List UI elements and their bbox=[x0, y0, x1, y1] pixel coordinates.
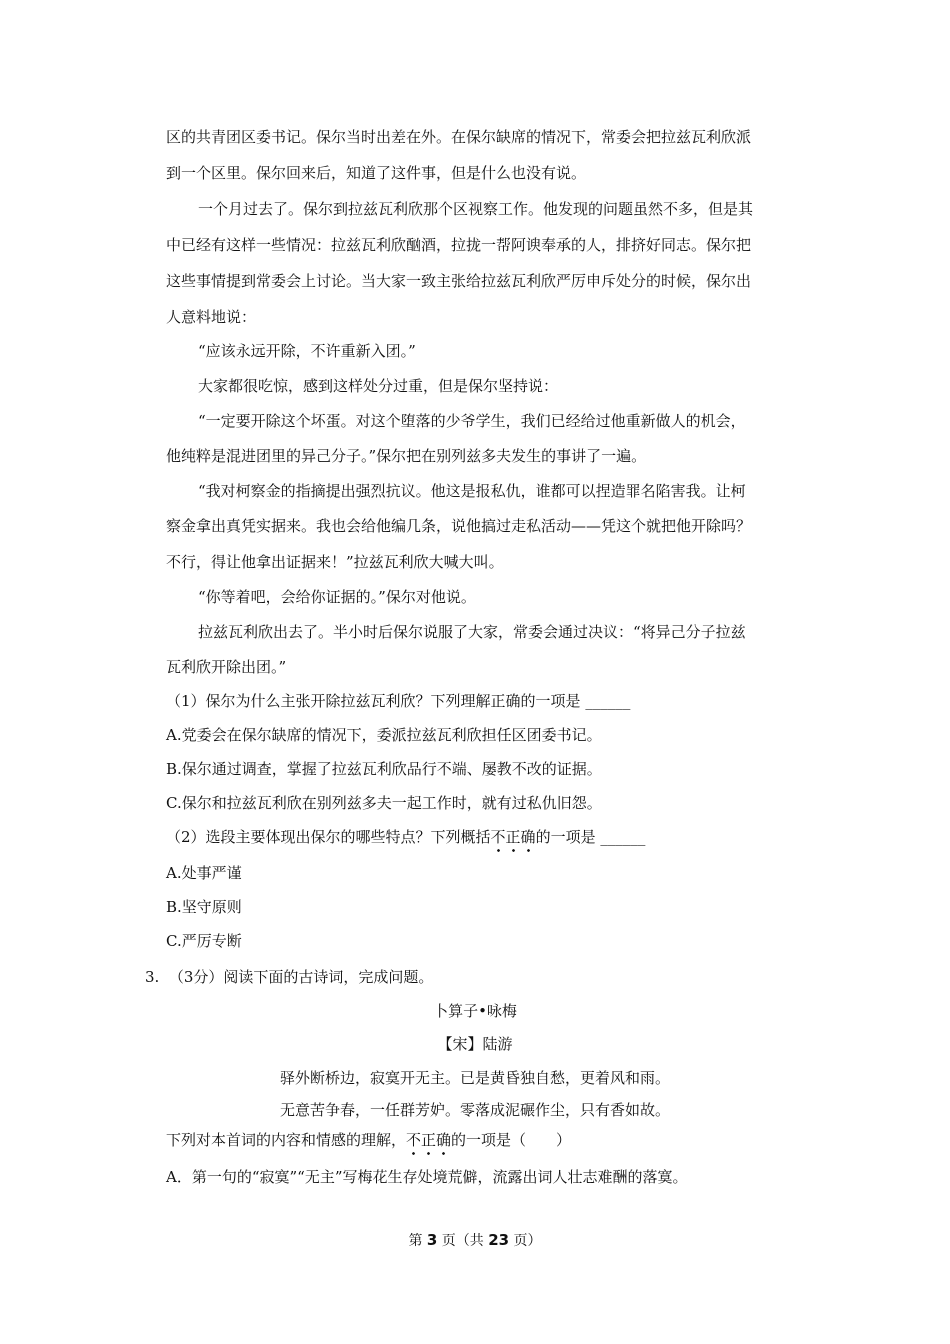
question-1-stem: （1）保尔为什么主张开除拉兹瓦利欣？下列理解正确的一项是 ______ bbox=[166, 692, 631, 710]
passage-line: 到一个区里。保尔回来后，知道了这件事，但是什么也没有说。 bbox=[166, 164, 587, 182]
question-3-prompt: 下列对本首词的内容和情感的理解，不正确的一项是（ ） bbox=[166, 1131, 572, 1149]
passage-line: 拉兹瓦利欣出去了。半小时后保尔说服了大家，常委会通过决议：“将异己分子拉兹 bbox=[198, 623, 746, 641]
question-2-option-a: A.处事严谨 bbox=[166, 864, 242, 882]
question-3-stem: 3. （3分）阅读下面的古诗词，完成问题。 bbox=[145, 968, 434, 986]
emphasis-not-correct: 不正确 bbox=[406, 1131, 452, 1149]
poem-line-2: 无意苦争春，一任群芳妒。零落成泥碾作尘，只有香如故。 bbox=[279, 1101, 670, 1119]
question-number: 3. bbox=[145, 968, 160, 986]
answer-blank: ______ bbox=[585, 692, 631, 710]
passage-line: 这些事情提到常委会上讨论。当大家一致主张给拉兹瓦利欣严厉申斥处分的时候，保尔出 bbox=[166, 272, 752, 290]
passage-line: 中已经有这样一些情况：拉兹瓦利欣酗酒，拉拢一帮阿谀奉承的人，排挤好同志。保尔把 bbox=[166, 236, 752, 254]
passage-line: 不行，得让他拿出证据来！”拉兹瓦利欣大喊大叫。 bbox=[166, 553, 504, 571]
passage-line: 区的共青团区委书记。保尔当时出差在外。在保尔缺席的情况下，常委会把拉兹瓦利欣派 bbox=[166, 128, 752, 146]
question-2-stem: （2）选段主要体现出保尔的哪些特点？下列概括不正确的一项是 ______ bbox=[166, 828, 646, 846]
passage-line: 瓦利欣开除出团。” bbox=[166, 658, 287, 676]
passage-line: “应该永远开除，不许重新入团。” bbox=[198, 342, 416, 360]
poem-title: 卜算子•咏梅 bbox=[433, 1002, 517, 1020]
question-1-option-c: C.保尔和拉兹瓦利欣在别列兹多夫一起工作时，就有过私仇旧怨。 bbox=[166, 794, 602, 812]
question-1-option-a: A.党委会在保尔缺席的情况下，委派拉兹瓦利欣担任区团委书记。 bbox=[166, 726, 602, 744]
question-2-option-c: C.严厉专断 bbox=[166, 932, 242, 950]
question-1-option-b: B.保尔通过调查，掌握了拉兹瓦利欣品行不端、屡教不改的证据。 bbox=[166, 760, 602, 778]
passage-line: “一定要开除这个坏蛋。对这个堕落的少爷学生，我们已经给过他重新做人的机会， bbox=[198, 412, 746, 430]
emphasis-not-correct: 不正确 bbox=[490, 828, 536, 846]
answer-blank: ______ bbox=[600, 828, 646, 846]
question-3-option-a: A．第一句的“寂寞”“无主”写梅花生存处境荒僻，流露出词人壮志难酬的落寞。 bbox=[166, 1168, 688, 1186]
passage-line: 人意料地说： bbox=[166, 308, 257, 326]
passage-line: 一个月过去了。保尔到拉兹瓦利欣那个区视察工作。他发现的问题虽然不多，但是其 bbox=[198, 200, 754, 218]
poem-author: 【宋】陆游 bbox=[437, 1035, 513, 1053]
passage-line: 大家都很吃惊，感到这样处分过重，但是保尔坚持说： bbox=[198, 377, 559, 395]
page-number: 3 bbox=[426, 1231, 438, 1249]
passage-line: 他纯粹是混进团里的异己分子。”保尔把在别列兹多夫发生的事讲了一遍。 bbox=[166, 447, 647, 465]
page-footer: 第 3 页（共 23 页） bbox=[408, 1231, 542, 1249]
passage-line: “我对柯察金的指摘提出强烈抗议。他这是报私仇，谁都可以捏造罪名陷害我。让柯 bbox=[198, 482, 746, 500]
passage-line: “你等着吧，会给你证据的。”保尔对他说。 bbox=[198, 588, 476, 606]
page-total: 23 bbox=[488, 1231, 510, 1249]
question-2-option-b: B.坚守原则 bbox=[166, 898, 242, 916]
poem-line-1: 驿外断桥边，寂寞开无主。已是黄昏独自愁，更着风和雨。 bbox=[279, 1069, 670, 1087]
passage-line: 察金拿出真凭实据来。我也会给他编几条，说他搞过走私活动——凭这个就把他开除吗？ bbox=[166, 517, 752, 535]
